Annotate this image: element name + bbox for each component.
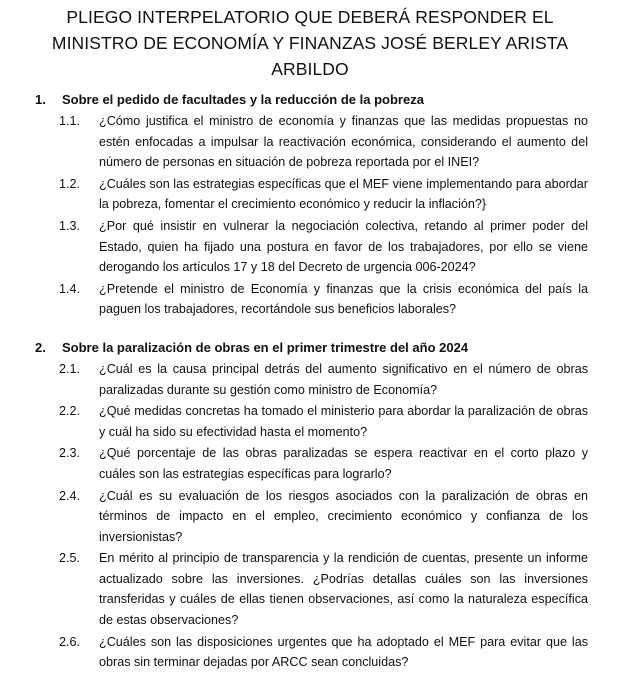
question-number: 2.5. [59,551,81,566]
question-text: En mérito al principio de transparencia y la rendición de cuentas, presente un informe actualizado sobre las inversiones. ¿Podrías detallas cuáles son las inversiones transferidas y cuáles de ellas tienen observaciones, así como la naturaleza específica de estas observaciones? [99,551,588,628]
question-item [30,279,590,320]
question-text: ¿Cuál es la causa principal detrás del aumento significativo en el número de obras paralizadas durante su gestión como ministro de Economía? [99,361,588,397]
question-text: ¿Cómo justifica el ministro de economía y finanzas que las medidas propuestas no estén enfocadas a impulsar la reactivación económica, considerando el aumento del número de personas en situación de pobreza reportada por el INEI? [99,114,588,170]
question-text: ¿Qué medidas concretas ha tomado el ministerio para abordar la paralización de obras y cuál ha sido su efectividad hasta el momento? [99,404,588,439]
question-text: ¿Cuáles son las estrategias específicas que el MEF viene implementando para abordar la pobreza, fomentar el crecimiento económico y reducir la inflación?} [99,176,588,212]
section-heading [30,338,590,358]
question-item [30,632,590,673]
question-number: 2.1. [59,361,81,376]
question-number: 2.2. [59,404,81,419]
question-number: 1.3. [59,218,81,233]
section-title: Sobre el pedido de facultades y la reducción de la pobreza [62,92,424,107]
question-item [30,174,590,215]
question-number: 2.4. [59,488,81,503]
question-item [30,359,590,400]
question-item [30,111,590,173]
title-line: ARBILDO [271,59,349,79]
question-text: ¿Pretende el ministro de Economía y finanzas que la crisis económica del país la paguen los trabajadores, recortándole sus beneficios laborales? [99,281,588,317]
document-title [30,4,590,82]
section-number: 2. [35,339,46,355]
section-2 [30,338,590,673]
question-text: ¿Por qué insistir en vulnerar la negociación colectiva, retando al primer poder del Estado, quien ha fijado una postura en favor de los trabajadores, por ello se viene derogando los artículos 17 y 18 del Decreto de urgencia 006-2024? [99,218,588,275]
section-title: Sobre la paralización de obras en el primer trimestre del año 2024 [62,339,469,355]
question-item [30,486,590,548]
question-text: ¿Cuáles son las disposiciones urgentes que ha adoptado el MEF para evitar que las obras sin terminar dejadas por ARCC sean concluidas? [99,634,588,670]
question-number: 1.2. [59,176,81,191]
question-number: 2.6. [59,634,81,649]
section-heading [30,90,590,110]
section-1 [30,90,590,320]
question-item [30,548,590,630]
question-number: 1.1. [59,114,81,128]
question-number: 1.4. [59,281,81,296]
question-item [30,216,590,278]
question-text: ¿Cuál es su evaluación de los riesgos asociados con la paralización de obras en términos de impacto en el empleo, crecimiento económico y confianza de los inversionistas? [99,488,588,544]
question-item [30,401,590,442]
title-line: PLIEGO INTERPELATORIO QUE DEBERÁ RESPONDER EL [66,7,554,27]
question-number: 2.3. [59,446,81,461]
section-number: 1. [35,92,46,107]
question-text: ¿Qué porcentaje de las obras paralizadas se espera reactivar en el corto plazo y cuáles son las estrategias específicas para lograrlo? [99,446,588,481]
title-line: MINISTRO DE ECONOMÍA Y FINANZAS JOSÉ BERLEY ARISTA [51,33,569,53]
question-item [30,443,590,484]
